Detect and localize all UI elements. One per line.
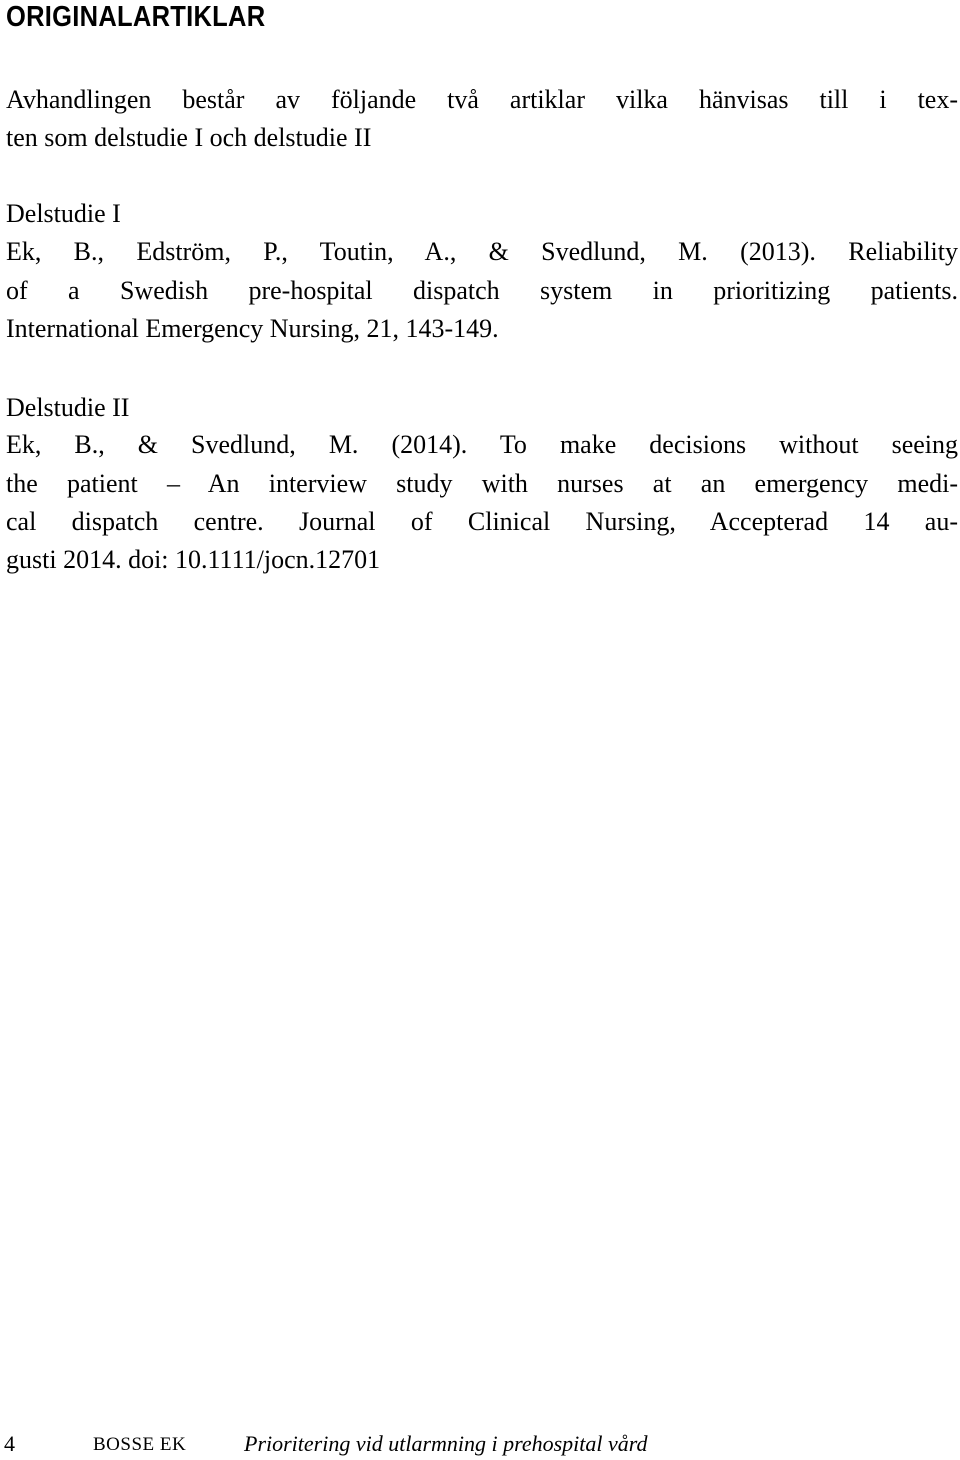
study-2-citation-line-4: gusti 2014. doi: 10.1111/jocn.12701 — [6, 545, 381, 574]
study-2-label: Delstudie II — [6, 393, 130, 422]
page-number: 4 — [4, 1431, 15, 1456]
study-1-label: Delstudie I — [6, 199, 121, 228]
study-2-citation-line-2: the patient – An interview study with nurses at an emergency medi- — [6, 469, 958, 498]
study-2-citation-line-1: Ek, B., & Svedlund, M. (2014). To make decisions without seeing — [6, 430, 958, 459]
intro-line-1: Avhandlingen består av följande två artiklar vilka hänvisas till i tex- — [6, 85, 958, 114]
study-1-citation-line-2: of a Swedish pre-hospital dispatch system in prioritizing patients. — [6, 276, 958, 305]
running-author: BOSSE EK — [93, 1434, 187, 1455]
page-footer — [0, 1430, 960, 1460]
intro-line-2: ten som delstudie I och delstudie II — [6, 123, 372, 152]
study-2-citation-line-3: cal dispatch centre. Journal of Clinical Nursing, Accepterad 14 au- — [6, 507, 958, 536]
page-heading: ORIGINALARTIKLAR — [6, 1, 266, 33]
running-title: Prioritering vid utlarmning i prehospital vård — [244, 1431, 648, 1456]
study-1-citation-line-1: Ek, B., Edström, P., Toutin, A., & Svedlund, M. (2013). Reliability — [6, 237, 958, 266]
study-1-citation-line-3: International Emergency Nursing, 21, 143-149. — [6, 314, 499, 343]
